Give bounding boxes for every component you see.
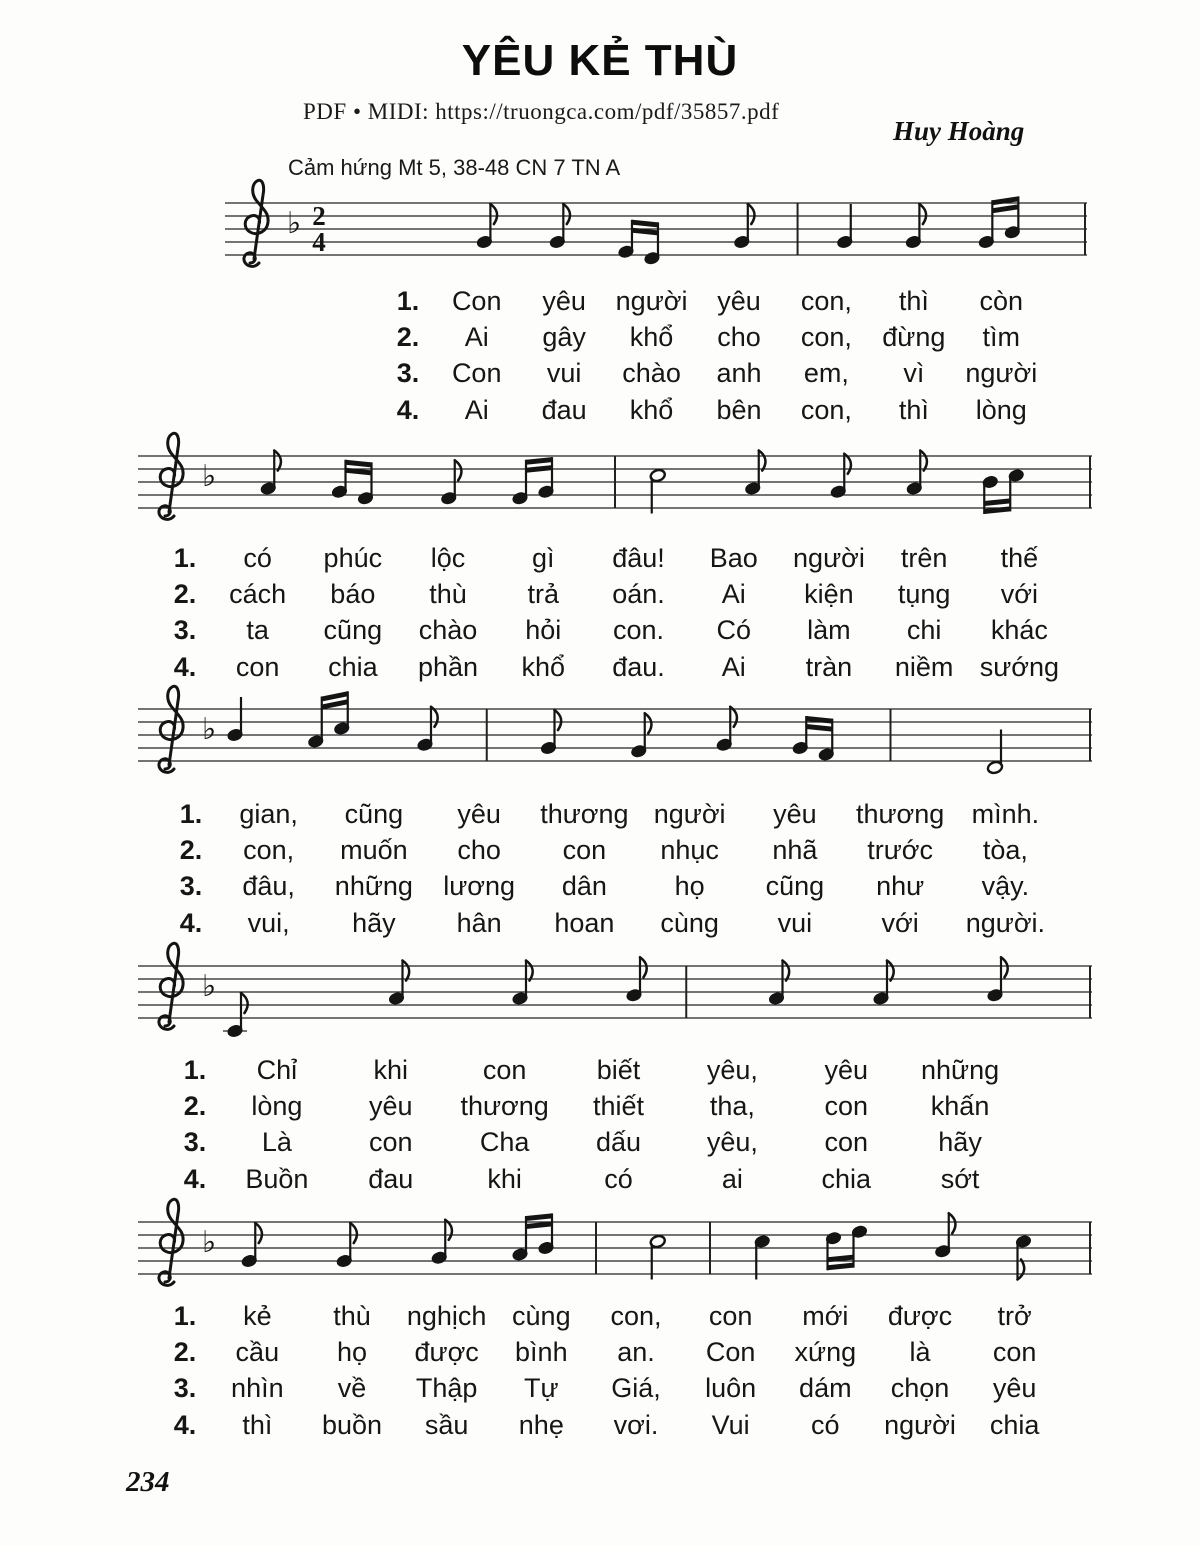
lyric-word: trước xyxy=(867,835,934,866)
lyric-word: tòa, xyxy=(982,835,1028,866)
lyric-word: vậy. xyxy=(981,871,1030,902)
lyric-word: thiết xyxy=(592,1091,645,1122)
lyric-word: khổ xyxy=(629,322,674,353)
lyric-word: khi xyxy=(487,1163,522,1194)
lyric-word: biết xyxy=(596,1054,641,1085)
lyric-word: Ai xyxy=(464,322,489,353)
verse-number: 2. xyxy=(173,1337,197,1368)
lyric-word: chia xyxy=(821,1163,871,1194)
lyric-word: thù xyxy=(429,579,467,610)
lyric-word: họ xyxy=(336,1337,368,1368)
lyric-word: con xyxy=(369,1127,413,1158)
lyric-word: vui xyxy=(777,907,813,938)
lyric-word: thì xyxy=(898,394,929,425)
verse-number: 1. xyxy=(179,798,203,829)
lyric-word: con, xyxy=(610,1300,662,1331)
lyric-word: có xyxy=(811,1409,840,1440)
lyric-word: Bao xyxy=(709,542,758,573)
verse-number: 3. xyxy=(183,1127,207,1158)
lyric-line xyxy=(166,869,1058,905)
lyric-word: gây xyxy=(542,322,586,353)
lyric-word: em, xyxy=(803,358,849,389)
lyric-line xyxy=(160,1371,1062,1407)
lyric-word: kiện xyxy=(804,579,854,610)
lyric-word: dân xyxy=(561,871,607,902)
verse-number: 3. xyxy=(179,871,203,902)
lyric-word: yêu xyxy=(457,798,501,829)
lyric-word: con xyxy=(562,835,607,866)
lyric-word: những xyxy=(334,871,413,902)
lyric-word: trở xyxy=(997,1300,1032,1331)
lyric-line xyxy=(383,319,1045,355)
lyric-word: đừng xyxy=(882,322,946,353)
lyric-word: xứng xyxy=(794,1337,857,1368)
lyric-word: khác xyxy=(990,615,1048,646)
lyric-word: vui xyxy=(546,358,582,389)
lyric-word: an. xyxy=(617,1337,655,1368)
verse-number: 3. xyxy=(173,1373,197,1404)
lyric-word: phần xyxy=(418,651,479,682)
lyric-word: dấu xyxy=(595,1127,642,1158)
lyric-word: trên xyxy=(900,542,948,573)
lyric-line xyxy=(166,832,1058,868)
lyric-word: anh xyxy=(716,358,762,389)
lyric-word: chọn xyxy=(890,1373,950,1404)
flat-sign-icon: ♭ xyxy=(202,1225,217,1260)
lyric-word: Con xyxy=(705,1337,756,1368)
lyric-word: Ai xyxy=(721,651,746,682)
verse-number: 3. xyxy=(396,358,420,389)
lyric-word: lòng xyxy=(251,1091,303,1122)
lyric-word: vì xyxy=(903,358,925,389)
verse-number: 4. xyxy=(173,1409,197,1440)
lyric-word: thì xyxy=(242,1409,273,1440)
verse-number: 1. xyxy=(396,285,420,316)
lyric-word: con xyxy=(708,1300,753,1331)
lyric-word: người xyxy=(884,1409,956,1440)
lyric-word: được xyxy=(414,1337,479,1368)
lyric-word: cũng xyxy=(323,615,383,646)
verse-number: 1. xyxy=(173,1300,197,1331)
lyric-word: người xyxy=(965,358,1038,389)
lyric-word: Vui xyxy=(711,1409,750,1440)
lyric-word: phúc xyxy=(323,542,383,573)
lyric-line xyxy=(170,1052,1017,1088)
lyric-word: có xyxy=(604,1163,633,1194)
lyric-word: cùng xyxy=(512,1300,571,1331)
lyric-line xyxy=(166,796,1058,832)
lyric-word: nhã xyxy=(772,835,818,866)
lyric-word: cho xyxy=(717,322,761,353)
lyric-word: con xyxy=(992,1337,1037,1368)
treble-clef-icon xyxy=(159,1199,183,1285)
lyric-word: con xyxy=(824,1127,868,1158)
lyric-word: hãy xyxy=(938,1127,982,1158)
lyric-line xyxy=(383,356,1045,392)
lyric-word: chia xyxy=(328,651,378,682)
lyric-word: luôn xyxy=(705,1373,757,1404)
lyric-word: họ xyxy=(674,871,705,902)
lyric-line xyxy=(160,1334,1062,1370)
lyric-word: khổ xyxy=(521,651,566,682)
lyric-word: con. xyxy=(612,615,665,646)
lyric-word: kẻ xyxy=(243,1300,272,1331)
lyric-word: thương xyxy=(460,1091,549,1122)
lyric-word: yêu xyxy=(369,1091,413,1122)
lyric-word: thế xyxy=(1000,542,1039,573)
lyric-word: Chỉ xyxy=(256,1054,298,1085)
lyric-line xyxy=(160,576,1067,612)
lyric-word: Có xyxy=(716,615,751,646)
lyric-line xyxy=(383,283,1045,319)
lyric-line xyxy=(160,540,1067,576)
lyric-word: thương xyxy=(540,798,629,829)
lyric-word: cùng xyxy=(660,907,719,938)
verse-number: 2. xyxy=(179,835,203,866)
lyric-word: khấn xyxy=(930,1091,990,1122)
lyric-word: nhẹ xyxy=(518,1409,564,1440)
music-staff-2 xyxy=(0,411,1200,541)
pdf-midi-link-text: PDF • MIDI: https://truongca.com/pdf/35857.pdf xyxy=(303,99,780,124)
verse-number: 2. xyxy=(396,322,420,353)
lyric-word: yêu xyxy=(992,1373,1037,1404)
lyric-word: buồn xyxy=(321,1409,383,1440)
lyric-word: yêu xyxy=(824,1054,868,1085)
lyric-word: cầu xyxy=(235,1337,280,1368)
flat-sign-icon: ♭ xyxy=(202,712,217,747)
flat-sign-icon: ♭ xyxy=(287,206,302,241)
time-signature-top: 2 xyxy=(312,201,326,231)
lyric-word: cũng xyxy=(765,871,825,902)
lyric-word: đau. xyxy=(612,651,665,682)
lyric-word: người xyxy=(653,798,726,829)
lyric-word: đau xyxy=(368,1163,414,1194)
lyric-word: oán. xyxy=(612,579,665,610)
lyric-word: Ai xyxy=(721,579,746,610)
lyric-word: gian, xyxy=(239,798,298,829)
lyric-word: lộc xyxy=(430,542,466,573)
lyric-word: đau xyxy=(541,394,587,425)
lyric-word: nhục xyxy=(660,835,719,866)
lyric-word: còn xyxy=(979,285,1024,316)
lyric-word: hãy xyxy=(352,907,396,938)
lyric-word: yêu xyxy=(542,285,586,316)
lyric-word: tràn xyxy=(805,651,853,682)
lyric-line xyxy=(170,1088,1017,1124)
verse-number: 3. xyxy=(173,615,197,646)
treble-clef-icon xyxy=(244,180,268,266)
treble-clef-icon xyxy=(159,686,183,772)
lyric-word: con, xyxy=(800,285,852,316)
lyric-word: con, xyxy=(800,322,852,353)
verse-number: 1. xyxy=(183,1054,207,1085)
page-title: YÊU KẺ THÙ xyxy=(461,36,739,85)
lyric-word: Giá, xyxy=(611,1373,661,1404)
lyric-word: chào xyxy=(418,615,478,646)
flat-sign-icon: ♭ xyxy=(202,969,217,1004)
lyric-line xyxy=(166,905,1058,941)
lyric-line xyxy=(160,649,1067,685)
lyric-word: yêu, xyxy=(706,1054,758,1085)
lyric-word: chào xyxy=(622,358,681,389)
lyric-word: vui, xyxy=(247,907,290,938)
lyric-word: được xyxy=(887,1300,953,1331)
lyric-word: bên xyxy=(716,394,762,425)
lyric-line xyxy=(170,1125,1017,1161)
lyric-word: như xyxy=(876,871,925,902)
lyric-word: con xyxy=(235,651,280,682)
lyric-word: gì xyxy=(532,542,555,573)
lyric-word: thương xyxy=(855,798,945,829)
verse-block-4 xyxy=(170,1052,1017,1198)
lyric-word: tìm xyxy=(982,322,1021,353)
treble-clef-icon xyxy=(159,943,183,1029)
lyric-word: người. xyxy=(965,907,1046,938)
lyric-word: về xyxy=(337,1373,367,1404)
lyric-word: nghịch xyxy=(406,1300,487,1331)
verse-number: 4. xyxy=(173,651,197,682)
lyric-line xyxy=(383,392,1045,428)
lyric-word: trả xyxy=(527,579,560,610)
lyric-word: cách xyxy=(229,579,287,610)
lyric-word: khi xyxy=(373,1054,409,1085)
lyric-word: Buồn xyxy=(245,1163,309,1194)
lyric-word: Thập xyxy=(415,1373,478,1404)
lyric-word: khổ xyxy=(629,394,674,425)
verse-number: 2. xyxy=(183,1091,207,1122)
lyric-word: yêu, xyxy=(706,1127,758,1158)
verse-number: 4. xyxy=(179,907,203,938)
music-staff-1 xyxy=(0,158,1200,288)
lyric-word: Ai xyxy=(464,394,489,425)
lyric-word: yêu xyxy=(773,798,817,829)
lyric-word: làm xyxy=(807,615,851,646)
lyric-word: có xyxy=(243,542,272,573)
lyric-word: chi xyxy=(906,615,942,646)
lyric-word: Con xyxy=(451,358,502,389)
lyric-word: chia xyxy=(989,1409,1040,1440)
lyric-word: hân xyxy=(456,907,502,938)
verse-block-3 xyxy=(166,796,1058,942)
lyric-word: với xyxy=(881,907,919,938)
lyric-word: cũng xyxy=(344,798,404,829)
lyric-word: mình. xyxy=(971,798,1040,829)
lyric-word: hoan xyxy=(554,907,615,938)
treble-clef-icon xyxy=(159,433,183,519)
composer-name: Huy Hoàng xyxy=(893,116,1025,146)
lyric-word: con, xyxy=(800,394,852,425)
lyric-word: bình xyxy=(515,1337,568,1368)
lyric-word: đâu, xyxy=(242,871,295,902)
lyric-word: muốn xyxy=(340,835,408,866)
page-number: 234 xyxy=(126,1466,170,1498)
inspiration-caption: Cảm hứng Mt 5, 38-48 CN 7 TN A xyxy=(288,155,621,180)
lyric-line xyxy=(160,613,1067,649)
verse-block-5 xyxy=(160,1298,1062,1444)
lyric-word: mới xyxy=(802,1300,849,1331)
lyric-word: yêu xyxy=(717,285,761,316)
lyric-word: ai xyxy=(721,1163,743,1194)
lyric-word: Con xyxy=(451,285,502,316)
lyric-word: tụng xyxy=(897,579,951,610)
lyric-word: con xyxy=(482,1054,527,1085)
lyric-word: với xyxy=(1000,579,1038,610)
lyric-word: Tự xyxy=(524,1373,559,1404)
lyric-word: lương xyxy=(443,871,516,902)
lyric-word: niềm xyxy=(894,651,954,682)
lyric-word: những xyxy=(920,1054,1000,1085)
lyric-word: là xyxy=(909,1337,931,1368)
lyric-word: tha, xyxy=(709,1091,755,1122)
verse-block-1 xyxy=(383,283,1045,429)
lyric-word: ta xyxy=(246,615,269,646)
lyric-word: báo xyxy=(330,579,376,610)
verse-number: 2. xyxy=(173,579,197,610)
lyric-word: sầu xyxy=(424,1409,469,1440)
lyric-word: người xyxy=(615,285,688,316)
lyric-word: sướng xyxy=(979,651,1060,682)
lyric-word: Là xyxy=(261,1127,292,1158)
lyric-word: dám xyxy=(799,1373,852,1404)
time-signature-bottom: 4 xyxy=(312,227,326,257)
lyric-word: thù xyxy=(333,1300,371,1331)
lyric-word: cho xyxy=(457,835,501,866)
lyric-word: lòng xyxy=(975,394,1027,425)
lyric-word: hỏi xyxy=(525,615,562,646)
verse-number: 4. xyxy=(183,1163,207,1194)
lyric-word: đâu! xyxy=(612,542,665,573)
lyric-word: nhìn xyxy=(231,1373,284,1404)
lyric-word: người xyxy=(793,542,865,573)
flat-sign-icon: ♭ xyxy=(202,459,217,494)
lyric-line xyxy=(170,1161,1017,1197)
lyric-line xyxy=(160,1298,1062,1334)
verse-number: 1. xyxy=(173,542,197,573)
lyric-word: con, xyxy=(243,835,295,866)
lyric-word: Cha xyxy=(479,1127,530,1158)
lyric-word: con xyxy=(824,1091,868,1122)
lyric-word: thì xyxy=(898,285,929,316)
lyric-word: sớt xyxy=(940,1163,980,1194)
verse-number: 4. xyxy=(396,394,420,425)
lyric-line xyxy=(160,1407,1062,1443)
verse-block-2 xyxy=(160,540,1067,686)
lyric-word: vơi. xyxy=(613,1409,659,1440)
